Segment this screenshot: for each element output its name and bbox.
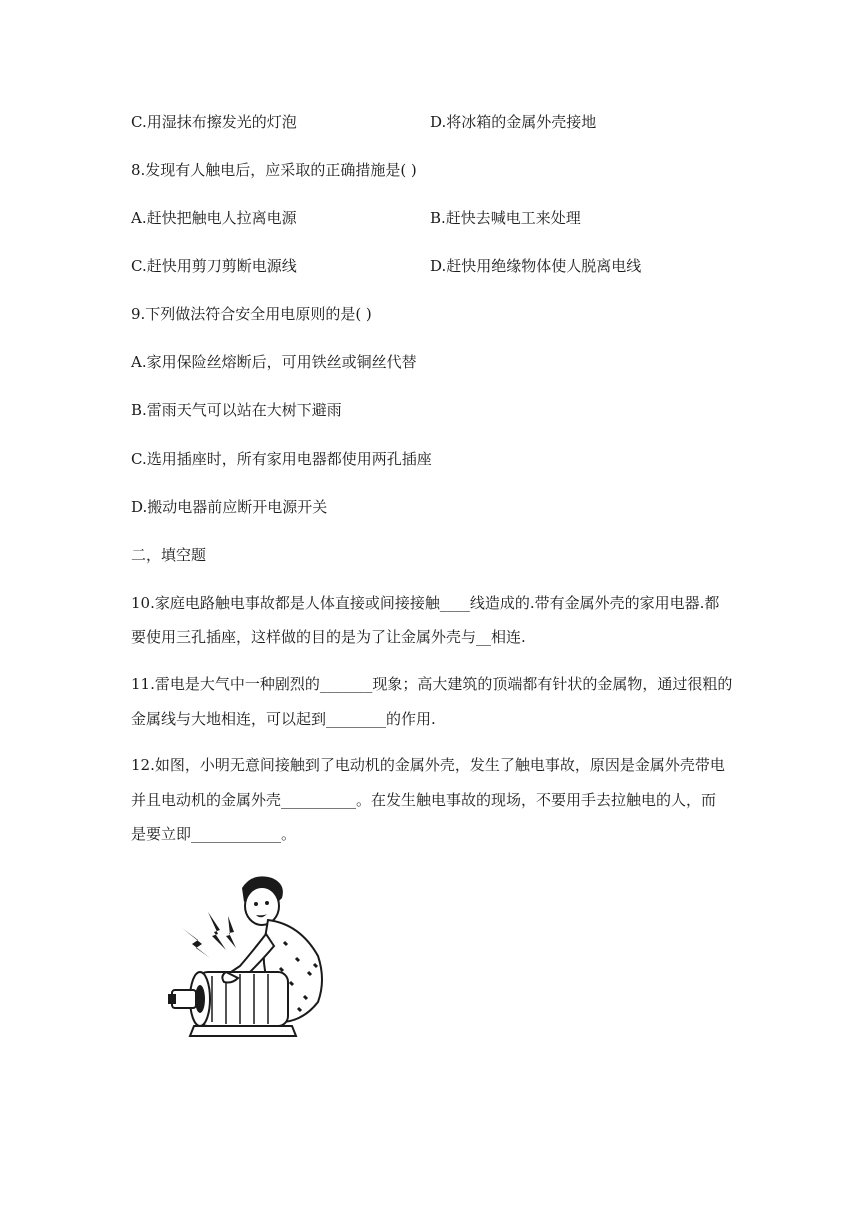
q10-line-1: 10.家庭电路触电事故都是人体直接或间接接触____线造成的.带有金属外壳的家用电器.都 bbox=[131, 594, 720, 612]
q7-option-c: C.用湿抹布擦发光的灯泡 bbox=[131, 113, 297, 131]
lightning-bolt-icon bbox=[182, 928, 210, 958]
q8-option-c: C.赶快用剪刀剪断电源线 bbox=[131, 257, 297, 275]
q9-option-c: C.选用插座时，所有家用电器都使用两孔插座 bbox=[131, 450, 432, 468]
q11-line-2: 金属线与大地相连，可以起到________的作用. bbox=[131, 710, 436, 728]
q9-option-d: D.搬动电器前应断开电源开关 bbox=[131, 498, 328, 516]
q9-stem: 9.下列做法符合安全用电原则的是( ) bbox=[131, 305, 372, 323]
person-shocked-by-motor-illustration bbox=[168, 872, 338, 1042]
q9-option-a: A.家用保险丝熔断后，可用铁丝或铜丝代替 bbox=[131, 353, 417, 371]
q12-line-3: 是要立即____________。 bbox=[131, 825, 297, 843]
q12-line-1: 12.如图，小明无意间接触到了电动机的金属外壳，发生了触电事故，原因是金属外壳带电 bbox=[131, 756, 725, 774]
q8-option-a: A.赶快把触电人拉离电源 bbox=[131, 209, 297, 227]
q8-option-b: B.赶快去喊电工来处理 bbox=[430, 209, 581, 227]
lightning-bolt-icon bbox=[226, 916, 236, 948]
q8-option-d: D.赶快用绝缘物体使人脱离电线 bbox=[430, 257, 642, 275]
q12-line-2: 并且电动机的金属外壳__________。在发生触电事故的现场，不要用手去拉触电的人，而 bbox=[131, 791, 717, 809]
q7-option-d: D.将冰箱的金属外壳接地 bbox=[430, 113, 597, 131]
q11-line-1: 11.雷电是大气中一种剧烈的_______现象；高大建筑的顶端都有针状的金属物，通过很粗的 bbox=[131, 675, 733, 693]
q10-line-2: 要使用三孔插座，这样做的目的是为了让金属外壳与__相连. bbox=[131, 628, 526, 646]
section-heading: 二，填空题 bbox=[131, 546, 207, 564]
q8-stem: 8.发现有人触电后，应采取的正确措施是( ) bbox=[131, 161, 417, 179]
lightning-bolt-icon bbox=[208, 912, 226, 950]
figure bbox=[168, 872, 338, 1042]
q9-option-b: B.雷雨天气可以站在大树下避雨 bbox=[131, 401, 342, 419]
